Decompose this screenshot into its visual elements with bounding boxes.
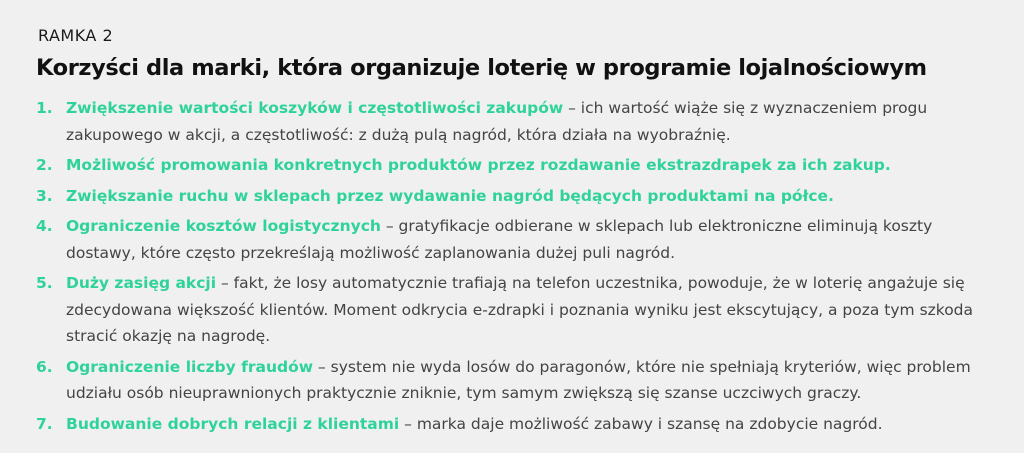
list-item-lead: Duży zasięg akcji xyxy=(66,274,217,292)
list-item xyxy=(36,270,994,350)
list-item-number: 1. xyxy=(36,99,53,117)
list-item-lead: Ograniczenie liczby fraudów xyxy=(66,357,314,376)
benefits-list xyxy=(36,95,994,437)
list-item-text xyxy=(66,183,994,210)
list-item-text xyxy=(66,270,994,350)
list-item-text xyxy=(66,152,994,179)
list-item-lead: Ograniczenie kosztów logistycznych xyxy=(66,217,381,235)
box-label: RAMKA 2 xyxy=(38,26,114,45)
box-title: Korzyści dla marki, która organizuje loterię w programie lojalnościowym xyxy=(36,55,927,81)
list-item-description: – system nie wyda losów do paragonów, które nie spełniają kryteriów, więc problem udziału osób nieuprawnionych praktycznie zniknie, tym samym zwiększą się szanse uczciwych graczy. xyxy=(66,357,971,402)
list-item xyxy=(36,152,994,179)
list-item-number: 2. xyxy=(36,156,53,174)
list-item-text xyxy=(66,411,994,438)
list-item-lead: Budowanie dobrych relacji z klientami xyxy=(66,414,400,433)
list-item-description: – fakt, że losy automatycznie trafiają na telefon uczestnika, powoduje, że w loterię angażuje się zdecydowana większość klientów. Moment odkrycia e-zdrapki i poznania wyniku jest ekscytujący, a poza tym szkoda stracić okazję na nagrodę. xyxy=(66,274,974,345)
list-item-number: 6. xyxy=(36,357,53,376)
list-item-text xyxy=(66,213,994,266)
list-item-text xyxy=(66,354,994,407)
list-item xyxy=(36,213,994,266)
list-item xyxy=(36,183,994,210)
list-item-description: – ich wartość wiąże się z wyznaczeniem progu zakupowego w akcji, a częstotliwość: z dużą pulą nagród, która działa na wyobraźnię. xyxy=(66,99,928,144)
list-item xyxy=(36,411,994,438)
list-item-text xyxy=(66,95,994,148)
list-item-lead: Zwiększanie ruchu w sklepach przez wydawanie nagród będących produktami na półce. xyxy=(66,186,834,205)
list-item-number: 4. xyxy=(36,217,53,235)
list-item xyxy=(36,354,994,407)
list-item-lead: Zwiększenie wartości koszyków i częstotliwości zakupów xyxy=(66,99,564,117)
list-item-lead: Możliwość promowania konkretnych produktów przez rozdawanie ekstrazdrapek za ich zakup. xyxy=(66,156,891,174)
list-item-number: 5. xyxy=(36,274,53,292)
list-item xyxy=(36,95,994,148)
list-item-number: 7. xyxy=(36,414,53,433)
list-item-number: 3. xyxy=(36,186,53,205)
list-item-description: – gratyfikacje odbierane w sklepach lub elektroniczne eliminują koszty dostawy, które często przekreślają możliwość zaplanowania dużej puli nagród. xyxy=(66,217,933,262)
list-item-description: – marka daje możliwość zabawy i szansę na zdobycie nagród. xyxy=(399,414,883,433)
